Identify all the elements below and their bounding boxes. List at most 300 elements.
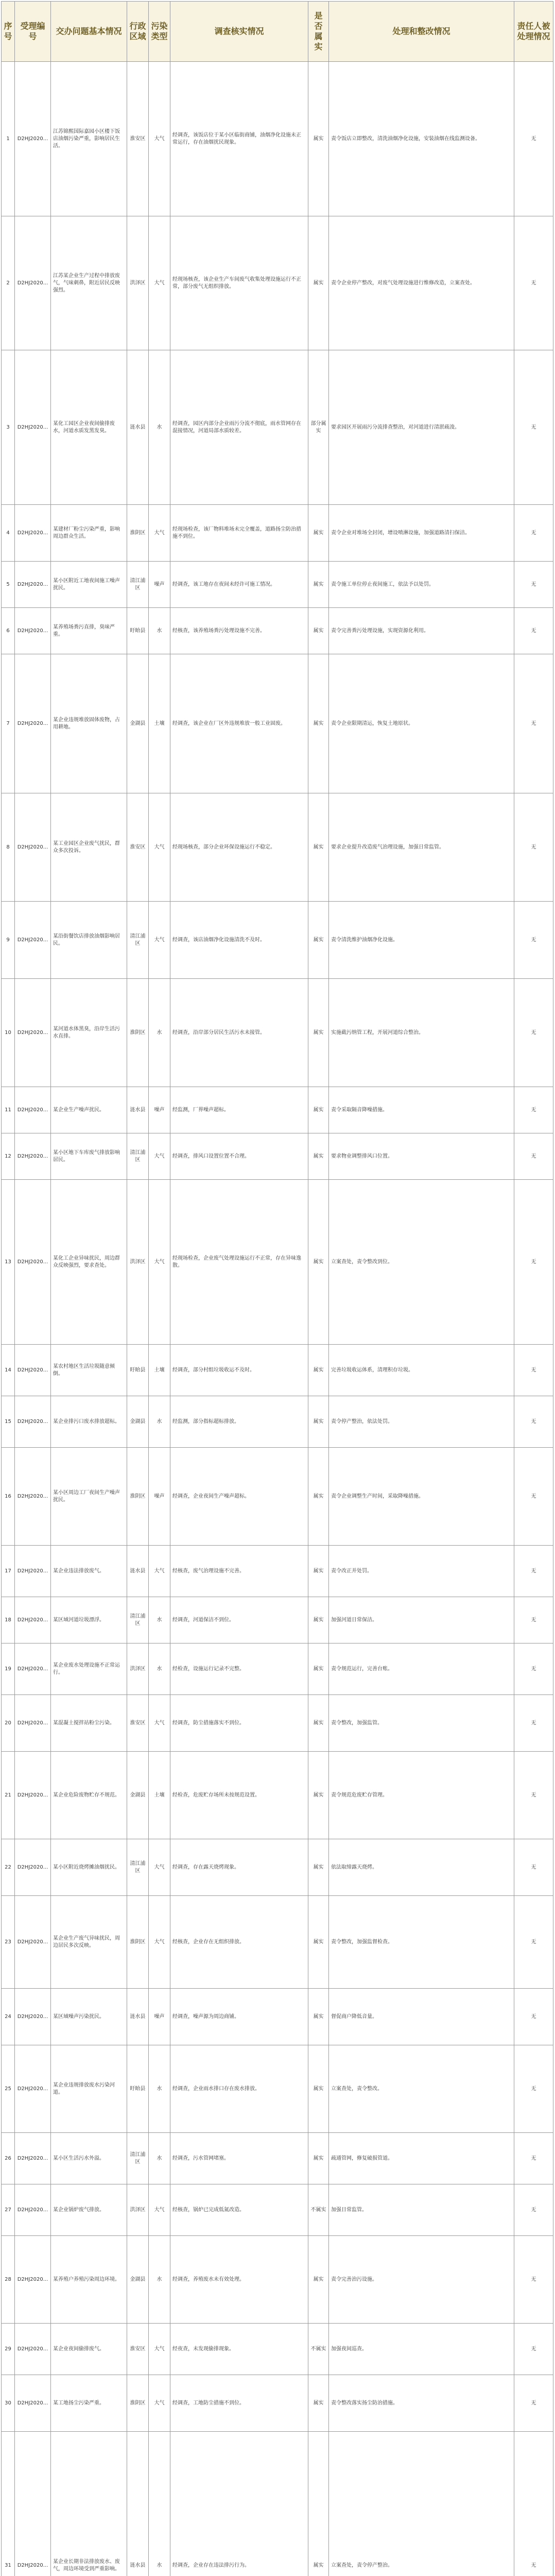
- row-type: 大气: [149, 2324, 170, 2375]
- row-id: D2HJ2020...: [15, 1546, 51, 1597]
- row-number: 17: [2, 1546, 15, 1597]
- row-issue: [51, 979, 127, 1087]
- row-result: [329, 1896, 514, 1989]
- row-result: [329, 2236, 514, 2324]
- row-region: 涟水县: [127, 2432, 149, 2576]
- row-survey-text: 经夜查，未发现偷排现象。: [172, 2346, 234, 2352]
- row-result: [329, 216, 514, 350]
- row-survey-text: 经调查，部分村组垃圾收运不及时。: [172, 1367, 255, 1373]
- row-issue-text: 某企业夜间偷排废气。: [53, 2346, 105, 2352]
- row-region: 金湖县: [127, 654, 149, 793]
- table-row: [2, 654, 553, 793]
- row-number: 16: [2, 1448, 15, 1546]
- row-issue: [51, 2236, 127, 2324]
- row-survey: [170, 1345, 308, 1396]
- row-issue: [51, 793, 127, 902]
- row-penalty: 无: [514, 1396, 553, 1448]
- row-id: D2HJ2020...: [15, 1695, 51, 1752]
- row-id: D2HJ2020...: [15, 1448, 51, 1546]
- row-survey: [170, 2375, 308, 2432]
- row-region: 洪泽区: [127, 1643, 149, 1695]
- table-row: [2, 216, 553, 350]
- row-penalty: 无: [514, 505, 553, 562]
- row-issue-text: 某小区地下车库废气排放影响居民。: [53, 1149, 120, 1163]
- row-region: 清江浦区: [127, 1597, 149, 1643]
- row-number: 24: [2, 1989, 15, 2045]
- header-result: 处理和整改情况: [329, 2, 514, 62]
- row-type: 土壤: [149, 1345, 170, 1396]
- table-row: [2, 902, 553, 979]
- row-region: 涟水县: [127, 1087, 149, 1133]
- row-survey-text: 经检查，危废贮存场所未按规范设置。: [172, 1792, 260, 1798]
- row-result: [329, 1087, 514, 1133]
- row-verified: 属实: [308, 1989, 329, 2045]
- row-result-text: 要求园区开展雨污分流排查整治，对河道进行清淤疏浚。: [331, 424, 460, 430]
- row-result-text: 要求企业提升改造废气治理设施，加强日常监管。: [331, 844, 444, 850]
- row-verified: 属实: [308, 216, 329, 350]
- row-issue: [51, 654, 127, 793]
- row-issue-text: 某企业生产噪声扰民。: [53, 1107, 105, 1113]
- row-number: 8: [2, 793, 15, 902]
- row-survey-text: 经现场检查，该厂物料堆场未完全覆盖，道路扬尘防治措施不到位。: [172, 526, 301, 539]
- row-region: 淮阴区: [127, 1896, 149, 1989]
- row-id: D2HJ2020...: [15, 2236, 51, 2324]
- row-result-text: 督促商户降低音量。: [331, 2013, 377, 2020]
- row-id: D2HJ2020...: [15, 1087, 51, 1133]
- row-number: 12: [2, 1133, 15, 1180]
- row-number: 7: [2, 654, 15, 793]
- row-result: [329, 2375, 514, 2432]
- row-survey-text: 经现场核查，该企业生产车间废气收集处理设施运行不正常，部分废气无组织排放。: [172, 276, 301, 290]
- row-result: [329, 1180, 514, 1345]
- row-number: 25: [2, 2045, 15, 2133]
- row-number: 10: [2, 979, 15, 1087]
- row-issue: [51, 1180, 127, 1345]
- row-id: D2HJ2020...: [15, 1180, 51, 1345]
- row-verified: 属实: [308, 1546, 329, 1597]
- row-issue: [51, 2184, 127, 2236]
- row-region: 涟水县: [127, 350, 149, 505]
- row-verified: 属实: [308, 62, 329, 216]
- row-number: 14: [2, 1345, 15, 1396]
- row-issue: [51, 350, 127, 505]
- row-verified: 属实: [308, 2375, 329, 2432]
- row-survey-text: 经调查，污水管网堵塞。: [172, 2155, 229, 2161]
- row-result-text: 责令完善治污设施。: [331, 2276, 377, 2282]
- row-penalty: 无: [514, 2045, 553, 2133]
- row-result: [329, 1396, 514, 1448]
- table-header-row: [2, 2, 553, 62]
- row-type: 大气: [149, 902, 170, 979]
- row-verified: 属实: [308, 902, 329, 979]
- row-region: 金湖县: [127, 2236, 149, 2324]
- row-result-text: 责令改正并处罚。: [331, 1568, 372, 1574]
- row-survey-text: 经调查，噪声源为周边商铺。: [172, 2013, 239, 2020]
- row-region: 清江浦区: [127, 2133, 149, 2184]
- row-type: 水: [149, 1396, 170, 1448]
- row-issue: [51, 1839, 127, 1896]
- row-region: 金湖县: [127, 1752, 149, 1839]
- row-number: 21: [2, 1752, 15, 1839]
- row-type: 大气: [149, 1695, 170, 1752]
- header-id: 受理编号: [15, 2, 51, 62]
- row-issue: [51, 1087, 127, 1133]
- row-result-text: 完善垃圾收运体系，清理积存垃圾。: [331, 1367, 413, 1373]
- row-id: D2HJ2020...: [15, 1133, 51, 1180]
- table-row: [2, 793, 553, 902]
- row-penalty: 无: [514, 350, 553, 505]
- row-result: [329, 1695, 514, 1752]
- row-survey: [170, 62, 308, 216]
- row-id: D2HJ2020...: [15, 654, 51, 793]
- row-issue: [51, 2045, 127, 2133]
- row-result-text: 责令企业调整生产时间，采取降噪措施。: [331, 1493, 424, 1499]
- row-issue-text: 某企业违规排放废水污染河道。: [53, 2082, 115, 2095]
- row-survey: [170, 2045, 308, 2133]
- row-result: [329, 2133, 514, 2184]
- row-survey: [170, 1396, 308, 1448]
- row-survey: [170, 2432, 308, 2576]
- row-verified: 属实: [308, 2236, 329, 2324]
- row-verified: 属实: [308, 505, 329, 562]
- row-result-text: 责令规范运行，完善台账。: [331, 1666, 393, 1672]
- row-survey-text: 经现场核查，部分企业环保设施运行不稳定。: [172, 844, 275, 850]
- row-region: 淮阴区: [127, 979, 149, 1087]
- row-result-text: 责令企业对堆场全封闭，增设喷淋设施，加强道路清扫保洁。: [331, 530, 470, 536]
- row-issue: [51, 1643, 127, 1695]
- row-number: 1: [2, 62, 15, 216]
- row-issue: [51, 2133, 127, 2184]
- row-verified: 部分属实: [308, 350, 329, 505]
- row-region: 涟水县: [127, 1989, 149, 2045]
- row-issue-text: 某企业危险废物贮存不规范。: [53, 1792, 120, 1798]
- row-issue-text: 某企业废水处理设施不正常运行。: [53, 1662, 120, 1675]
- row-issue: [51, 62, 127, 216]
- table-row: [2, 1396, 553, 1448]
- row-survey: [170, 979, 308, 1087]
- row-penalty: 无: [514, 608, 553, 654]
- row-number: 31: [2, 2432, 15, 2576]
- row-result-text: 立案查处，责令整改到位。: [331, 1259, 393, 1265]
- row-result-text: 责令整改，加强监管。: [331, 1720, 383, 1726]
- row-number: 13: [2, 1180, 15, 1345]
- row-penalty: 无: [514, 2432, 553, 2576]
- row-issue-text: 某养殖场粪污直排，臭味严重。: [53, 624, 115, 637]
- row-result-text: 责令规范危废贮存管理。: [331, 1792, 388, 1798]
- row-survey-text: 经调查，该饭店位于某小区临街商铺，油烟净化设施未正常运行，存在油烟扰民现象。: [172, 132, 301, 145]
- row-id: D2HJ2020...: [15, 608, 51, 654]
- row-region: 淮阴区: [127, 2375, 149, 2432]
- row-result: [329, 902, 514, 979]
- row-id: D2HJ2020...: [15, 1989, 51, 2045]
- row-verified: 属实: [308, 979, 329, 1087]
- row-result: [329, 1643, 514, 1695]
- row-issue-text: 某化工企业异味扰民，周边群众反映强烈，要求查处。: [53, 1255, 120, 1268]
- row-verified: 属实: [308, 2133, 329, 2184]
- row-result: [329, 1133, 514, 1180]
- row-result-text: 责令采取隔音降噪措施。: [331, 1107, 388, 1113]
- row-survey-text: 经调查，存在露天烧烤现象。: [172, 1864, 239, 1870]
- row-result: [329, 1345, 514, 1396]
- row-verified: 属实: [308, 2045, 329, 2133]
- header-penalty: 责任人被处理情况: [514, 2, 553, 62]
- row-survey: [170, 505, 308, 562]
- row-survey: [170, 608, 308, 654]
- row-issue: [51, 1345, 127, 1396]
- row-issue: [51, 562, 127, 608]
- row-survey: [170, 654, 308, 793]
- row-id: D2HJ2020...: [15, 216, 51, 350]
- row-type: 水: [149, 350, 170, 505]
- row-result: [329, 1546, 514, 1597]
- row-verified: 属实: [308, 1695, 329, 1752]
- table-row: [2, 62, 553, 216]
- row-type: 水: [149, 1643, 170, 1695]
- row-type: 噪声: [149, 1448, 170, 1546]
- row-issue: [51, 608, 127, 654]
- row-penalty: 无: [514, 1546, 553, 1597]
- row-survey: [170, 2324, 308, 2375]
- row-region: 盱眙县: [127, 2045, 149, 2133]
- row-verified: 属实: [308, 1133, 329, 1180]
- row-survey-text: 经调查，沿岸部分居民生活污水未接管。: [172, 1029, 265, 1036]
- table-row: [2, 608, 553, 654]
- row-number: 4: [2, 505, 15, 562]
- table-row: [2, 562, 553, 608]
- row-issue-text: 某化工园区企业夜间偷排废水，河道水质发黑发臭。: [53, 420, 115, 434]
- table-row: [2, 1643, 553, 1695]
- row-penalty: 无: [514, 2133, 553, 2184]
- row-result: [329, 2324, 514, 2375]
- row-survey-text: 经调查，河道保洁不到位。: [172, 1617, 234, 1623]
- row-type: 大气: [149, 2184, 170, 2236]
- row-issue-text: 某沿街餐饮店排放油烟影响居民。: [53, 933, 120, 946]
- row-result-text: 责令完善粪污处理设施，实现资源化利用。: [331, 628, 429, 634]
- row-issue: [51, 1896, 127, 1989]
- row-result: [329, 1839, 514, 1896]
- row-survey: [170, 1839, 308, 1896]
- row-region: 盱眙县: [127, 608, 149, 654]
- row-penalty: 无: [514, 1695, 553, 1752]
- row-survey: [170, 2236, 308, 2324]
- row-penalty: 无: [514, 979, 553, 1087]
- row-survey-text: 经监测，厂界噪声超标。: [172, 1107, 229, 1113]
- table-row: [2, 1087, 553, 1133]
- row-issue: [51, 1752, 127, 1839]
- row-issue-text: 某企业长期非法排放废水、废气，周边环境受到严重影响。: [53, 2558, 120, 2572]
- row-penalty: 无: [514, 562, 553, 608]
- header-issue: 交办问题基本情况: [51, 2, 127, 62]
- row-issue-text: 某养殖户养殖污染周边环境。: [53, 2276, 120, 2282]
- row-survey: [170, 1180, 308, 1345]
- row-survey: [170, 1133, 308, 1180]
- row-type: 水: [149, 2045, 170, 2133]
- row-issue: [51, 1546, 127, 1597]
- row-id: D2HJ2020...: [15, 2184, 51, 2236]
- row-region: 清江浦区: [127, 562, 149, 608]
- row-region: 洪泽区: [127, 2184, 149, 2236]
- row-region: 盱眙县: [127, 1345, 149, 1396]
- row-number: 30: [2, 2375, 15, 2432]
- row-result-text: 责令清洗维护油烟净化设施。: [331, 937, 398, 943]
- row-verified: 属实: [308, 1896, 329, 1989]
- row-survey: [170, 1546, 308, 1597]
- row-penalty: 无: [514, 1643, 553, 1695]
- row-type: 水: [149, 608, 170, 654]
- row-issue-text: 某区域噪声污染扰民。: [53, 2013, 105, 2020]
- row-result: [329, 1752, 514, 1839]
- row-id: D2HJ2020...: [15, 562, 51, 608]
- row-issue: [51, 2324, 127, 2375]
- row-number: 26: [2, 2133, 15, 2184]
- row-verified: 属实: [308, 1643, 329, 1695]
- row-result: [329, 2045, 514, 2133]
- row-number: 9: [2, 902, 15, 979]
- row-penalty: 无: [514, 654, 553, 793]
- table-row: [2, 1180, 553, 1345]
- row-verified: 属实: [308, 2432, 329, 2576]
- row-id: D2HJ2020...: [15, 350, 51, 505]
- row-survey-text: 经现场检查，企业废气处理设施运行不正常，存在异味逸散。: [172, 1255, 301, 1268]
- row-survey: [170, 216, 308, 350]
- row-result: [329, 1989, 514, 2045]
- table-body: [2, 62, 553, 2576]
- table-row: [2, 979, 553, 1087]
- header-survey: 调查核实情况: [170, 2, 308, 62]
- row-id: D2HJ2020...: [15, 62, 51, 216]
- row-issue-text: 某小区周边工厂夜间生产噪声扰民。: [53, 1489, 120, 1503]
- row-issue: [51, 2375, 127, 2432]
- row-result: [329, 2184, 514, 2236]
- row-number: 2: [2, 216, 15, 350]
- row-survey-text: 经核查，废气治理设施不完善。: [172, 1568, 245, 1574]
- row-region: 涟水县: [127, 1546, 149, 1597]
- row-result: [329, 608, 514, 654]
- row-penalty: 无: [514, 1087, 553, 1133]
- row-type: 水: [149, 2236, 170, 2324]
- row-region: 清江浦区: [127, 1133, 149, 1180]
- row-id: D2HJ2020...: [15, 1345, 51, 1396]
- table-row: [2, 2236, 553, 2324]
- table-row: [2, 1133, 553, 1180]
- row-result-text: 责令施工单位停止夜间施工，依法予以处罚。: [331, 581, 434, 587]
- header-type: 污染类型: [149, 2, 170, 62]
- row-issue: [51, 505, 127, 562]
- row-type: 噪声: [149, 1087, 170, 1133]
- row-survey-text: 经调查，该工地存在夜间未经许可施工情况。: [172, 581, 275, 587]
- table-row: [2, 2432, 553, 2576]
- row-survey: [170, 1752, 308, 1839]
- row-result: [329, 793, 514, 902]
- row-penalty: 无: [514, 1989, 553, 2045]
- row-survey-text: 经监测，部分指标超标排放。: [172, 1418, 239, 1425]
- row-issue: [51, 216, 127, 350]
- row-id: D2HJ2020...: [15, 1396, 51, 1448]
- table-row: [2, 1597, 553, 1643]
- row-issue: [51, 1695, 127, 1752]
- row-id: D2HJ2020...: [15, 1643, 51, 1695]
- row-verified: 属实: [308, 1396, 329, 1448]
- table-row: [2, 2375, 553, 2432]
- row-id: D2HJ2020...: [15, 2045, 51, 2133]
- row-penalty: 无: [514, 1896, 553, 1989]
- row-result-text: 加强日常监管。: [331, 2207, 367, 2213]
- row-type: 大气: [149, 1546, 170, 1597]
- row-result-text: 依法取缔露天烧烤。: [331, 1864, 377, 1870]
- row-id: D2HJ2020...: [15, 793, 51, 902]
- table-row: [2, 2133, 553, 2184]
- row-id: D2HJ2020...: [15, 505, 51, 562]
- row-verified: 属实: [308, 1180, 329, 1345]
- row-id: D2HJ2020...: [15, 2432, 51, 2576]
- row-result-text: 立案查处，责令整改。: [331, 2086, 383, 2092]
- row-verified: 属实: [308, 562, 329, 608]
- row-survey: [170, 1448, 308, 1546]
- row-result-text: 加强夜间巡查。: [331, 2346, 367, 2352]
- row-type: 水: [149, 1597, 170, 1643]
- row-number: 27: [2, 2184, 15, 2236]
- row-penalty: 无: [514, 2184, 553, 2236]
- row-issue-text: 某企业违规堆放固体废物，占用耕地。: [53, 717, 120, 730]
- table-row: [2, 1345, 553, 1396]
- row-result: [329, 505, 514, 562]
- table-row: [2, 1546, 553, 1597]
- row-region: 淮安区: [127, 1695, 149, 1752]
- row-region: 清江浦区: [127, 1839, 149, 1896]
- row-survey-text: 经调查，排风口设置位置不合理。: [172, 1153, 250, 1159]
- table-row: [2, 2324, 553, 2375]
- row-penalty: 无: [514, 1345, 553, 1396]
- row-issue-text: 某区域河道垃圾漂浮。: [53, 1617, 105, 1623]
- header-region: 行政区域: [127, 2, 149, 62]
- row-id: D2HJ2020...: [15, 902, 51, 979]
- row-issue-text: 某建材厂粉尘污染严重，影响周边群众生活。: [53, 526, 120, 539]
- row-issue-text: 某小区附近工地夜间施工噪声扰民。: [53, 578, 120, 591]
- row-result: [329, 350, 514, 505]
- row-verified: 属实: [308, 1752, 329, 1839]
- row-issue-text: 某河道水体黑臭，沿岸生活污水直排。: [53, 1026, 120, 1039]
- row-survey: [170, 1597, 308, 1643]
- row-survey: [170, 902, 308, 979]
- row-issue-text: 某企业违法排放废气。: [53, 1568, 105, 1574]
- row-result-text: 要求物业调整排风口位置。: [331, 1153, 393, 1159]
- row-region: 淮阴区: [127, 505, 149, 562]
- row-region: 洪泽区: [127, 1180, 149, 1345]
- row-type: 大气: [149, 1133, 170, 1180]
- table-row: [2, 350, 553, 505]
- row-verified: 属实: [308, 793, 329, 902]
- row-issue: [51, 1597, 127, 1643]
- table-row: [2, 505, 553, 562]
- row-penalty: 无: [514, 62, 553, 216]
- row-penalty: 无: [514, 216, 553, 350]
- row-penalty: 无: [514, 793, 553, 902]
- row-verified: 属实: [308, 608, 329, 654]
- row-survey-text: 经调查，企业夜间生产噪声超标。: [172, 1493, 250, 1499]
- row-survey: [170, 793, 308, 902]
- row-type: 土壤: [149, 654, 170, 793]
- row-verified: 不属实: [308, 2324, 329, 2375]
- table-row: [2, 1695, 553, 1752]
- row-result-text: 立案查处，责令停产整治。: [331, 2562, 393, 2568]
- row-penalty: 无: [514, 2236, 553, 2324]
- row-issue-text: 某企业锅炉废气排放。: [53, 2207, 105, 2213]
- row-type: 大气: [149, 62, 170, 216]
- row-survey-text: 经调查，工地防尘措施不到位。: [172, 2400, 245, 2406]
- row-survey: [170, 350, 308, 505]
- row-issue: [51, 1448, 127, 1546]
- row-result: [329, 979, 514, 1087]
